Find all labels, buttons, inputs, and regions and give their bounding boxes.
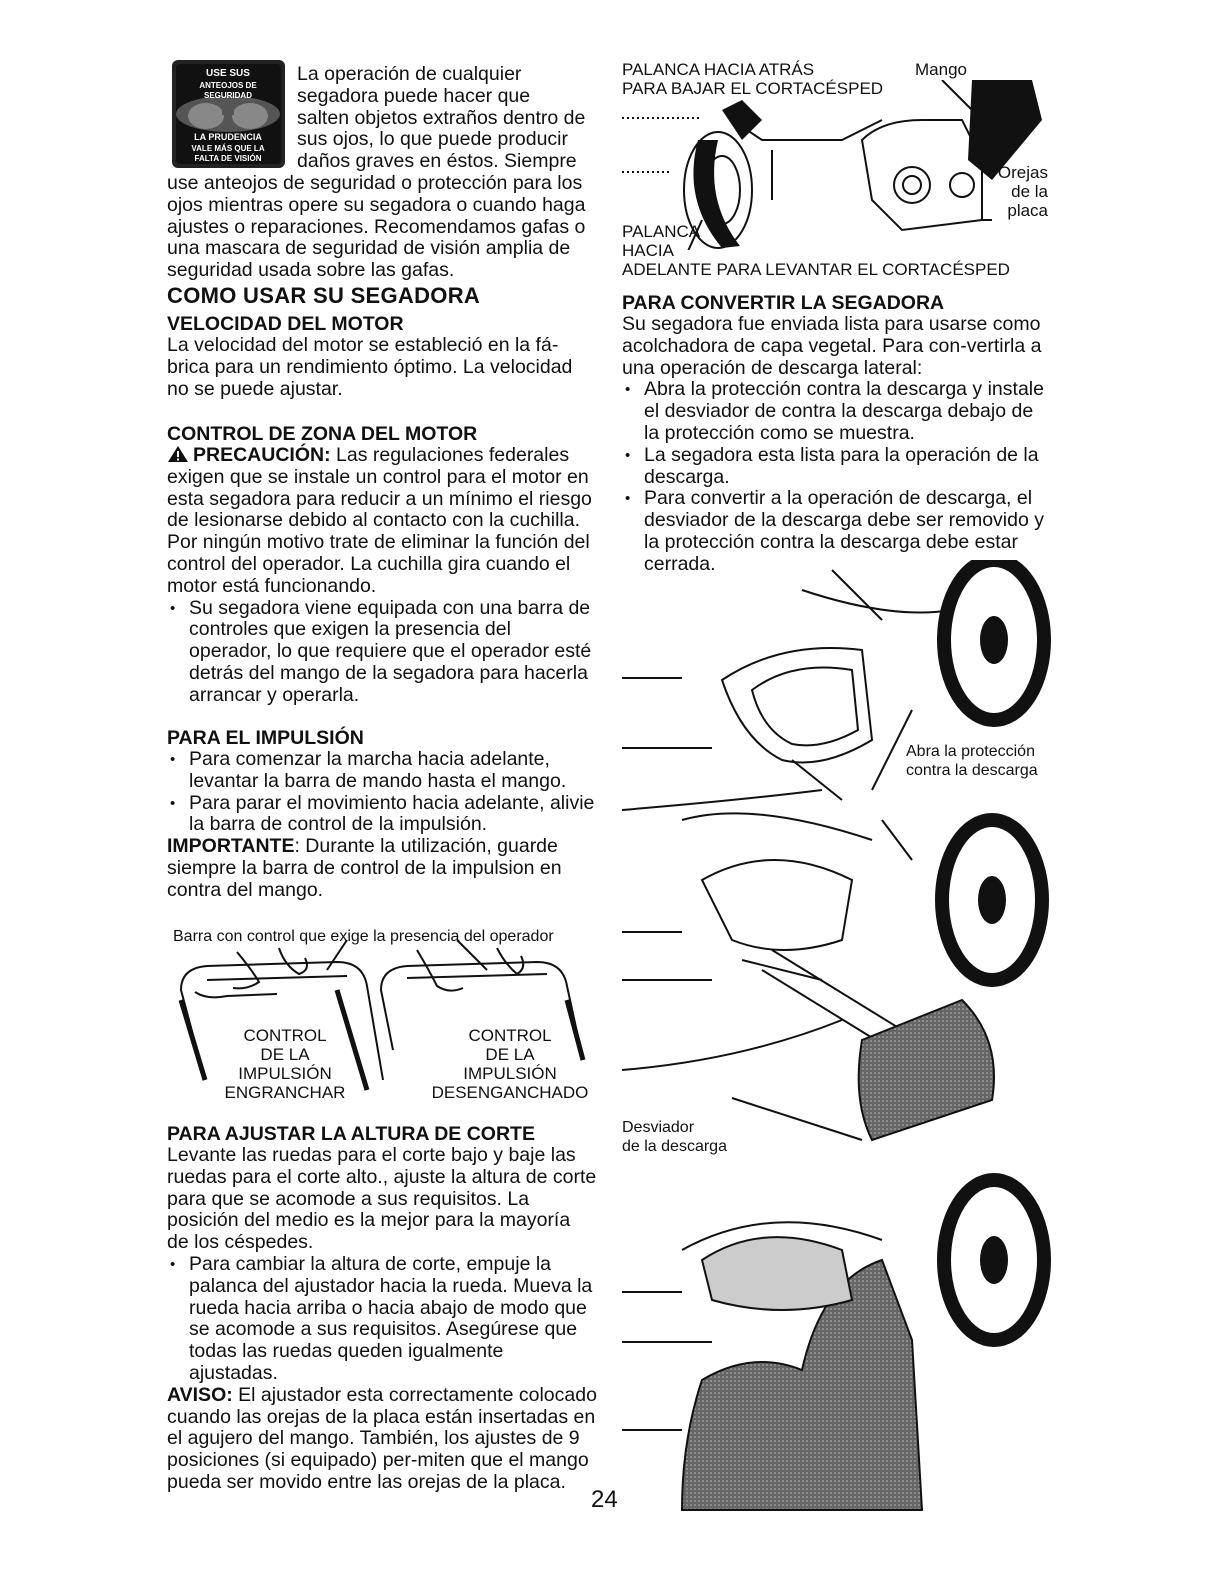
intro-paragraph: use anteojos de seguridad o protección para los ojos mientras opere su segadora o cuando haga ajustes o reparaciones. Recomendamos gafas o una mascara de seguridad de visión amplia de seguridad usada sobre las gafas. — [167, 172, 586, 282]
convertir-text: Su segadora fue enviada lista para usarse como acolchadora de capa vegetal. Para con-vertirla a una operación de descarga lateral: — [622, 313, 1042, 379]
mango-label: Mango — [915, 60, 967, 79]
aviso-label: AVISO: — [167, 1383, 233, 1406]
intro-line-2: segadora puede hacer que — [297, 84, 531, 107]
list-item: • Abra la protección contra la descarga y instale el desviador de contra la descarga debajo de la protección como se muestra. — [622, 379, 1052, 444]
label-line: Orejas — [997, 163, 1048, 182]
impulsion-heading: PARA EL IMPULSIÓN — [167, 727, 364, 749]
label-line: Abra la protección — [906, 743, 1035, 760]
label-line: IMPULSIÓN — [463, 1064, 557, 1083]
control-left-label — [205, 1026, 365, 1102]
precaucion-block — [167, 445, 597, 707]
lever-bottom-label — [622, 222, 1010, 279]
label-line: DESENGANCHADO — [431, 1083, 589, 1102]
badge-line-4: LA PRUDENCIA — [194, 132, 262, 142]
intro-line-3: salten objetos extraños dentro de — [297, 106, 586, 129]
impulsion-bullets — [167, 749, 597, 836]
altura-text: Levante las ruedas para el corte bajo y baje las ruedas para el corte alto., ajuste la altura de corte para que se acomode a sus requisitos. La posición del medio es la mejor para la mayoría de los céspedes. — [167, 1144, 597, 1254]
badge-line-3: SEGURIDAD — [203, 91, 253, 100]
orejas-label — [994, 163, 1048, 220]
safety-glasses-badge — [172, 60, 285, 168]
precaucion-label: PRECAUCIÓN: — [193, 444, 331, 466]
badge-line-5: VALE MÁS QUE LA — [191, 144, 265, 153]
convertir-bullets — [622, 379, 1052, 575]
altura-bullets — [167, 1254, 597, 1385]
intro-top-lines — [297, 64, 597, 173]
impulsion-block — [167, 749, 597, 902]
label-line: contra la descarga — [906, 762, 1038, 779]
label-line: ENGRANCHAR — [224, 1083, 346, 1102]
convertir-block — [622, 314, 1052, 576]
list-item: • Su segadora viene equipada con una barra de controles que exigen la presencia del operador, lo que requiere que el operador esté detrás del mango de la segadora para hacerla arrancar y operarla. — [167, 598, 597, 707]
label-line: Desviador — [622, 1119, 695, 1136]
precaucion-text: Las regulaciones federales exigen que se instale un control para el motor en esta segadora para reducir a un mínimo el riesgo de lesionarse debido al contacto con la cuchilla. Por ningún motivo trate de eliminar la función del control del operador. La cuchilla gira cuando el motor está funcionando. — [167, 444, 592, 597]
intro-line-5: daños graves en éstos. Siempre — [297, 150, 577, 173]
page-number: 24 — [591, 1486, 618, 1513]
control-figure-caption: Barra con control que exige la presencia del operador — [173, 928, 554, 945]
label-line: CONTROL — [468, 1026, 552, 1045]
altura-block — [167, 1145, 597, 1494]
label-line: PALANCA HACIA ATRÁS — [622, 60, 815, 79]
label-line: PALANCA — [622, 222, 701, 241]
badge-line-6: FALTA DE VISIÓN — [194, 154, 262, 163]
control-right-label — [425, 1026, 595, 1102]
label-line: HACIA — [622, 241, 674, 260]
control-zona-bullets — [167, 598, 597, 707]
label-line: de la — [1011, 182, 1048, 201]
label-line: CONTROL — [243, 1026, 327, 1045]
deflector-label — [622, 1118, 727, 1156]
label-line: placa — [1007, 201, 1048, 220]
open-guard-label — [906, 742, 1038, 780]
list-item: • Para cambiar la altura de corte, empuje la palanca del ajustador hacia la rueda. Mueva la rueda hacia arriba o hacia abajo de modo que se acomode a sus requisitos. Asegúrese que todas las ruedas queden igualmente ajustadas. — [167, 1254, 597, 1385]
label-line: IMPULSIÓN — [238, 1064, 332, 1083]
discharge-conversion-illustration — [622, 560, 1052, 1520]
badge-line-2: ANTEOJOS DE — [199, 81, 257, 90]
velocidad-heading: VELOCIDAD DEL MOTOR — [167, 313, 404, 335]
como-usar-heading: COMO USAR SU SEGADORA — [167, 283, 481, 308]
label-line: ADELANTE PARA LEVANTAR EL CORTACÉSPED — [622, 260, 1010, 279]
intro-line-4: sus ojos, lo que puede producir — [297, 128, 569, 151]
list-item: • Para parar el movimiento hacia adelante, alivie la barra de control de la impulsión. — [167, 793, 597, 837]
intro-line-1: La operación de cualquier — [297, 63, 522, 85]
altura-heading: PARA AJUSTAR LA ALTURA DE CORTE — [167, 1123, 535, 1145]
label-line: de la descarga — [622, 1138, 727, 1155]
velocidad-text: La velocidad del motor se estableció en la fá-brica para un rendimiento óptimo. La velocidad no se puede ajustar. — [167, 334, 573, 400]
label-line: DE LA — [260, 1045, 310, 1064]
list-item: • Para convertir a la operación de descarga, el desviador de la descarga debe ser removido y la protección contra la descarga debe estar cerrada. — [622, 488, 1052, 575]
aviso-text: El ajustador esta correctamente colocado cuando las orejas de la placa están insertadas en el agujero del mango. También, los ajustes de 9 posiciones (si equipado) per-miten que el mango pueda ser movido entre las orejas de la placa. — [167, 1383, 597, 1493]
warning-triangle-icon — [167, 445, 189, 463]
control-zona-heading: CONTROL DE ZONA DEL MOTOR — [167, 423, 478, 445]
importante-text: : Durante la utilización, guarde siempre la barra de control de la impulsion en contra del mango. — [167, 835, 562, 901]
badge-line-1: USE SUS — [206, 68, 250, 79]
list-item: • Para comenzar la marcha hacia adelante, levantar la barra de mando hasta el mango. — [167, 749, 597, 793]
label-line: DE LA — [485, 1045, 535, 1064]
list-item: • La segadora esta lista para la operación de la descarga. — [622, 445, 1052, 489]
convertir-heading: PARA CONVERTIR LA SEGADORA — [622, 292, 945, 314]
importante-label: IMPORTANTE — [167, 835, 295, 858]
label-line: PARA BAJAR EL CORTACÉSPED — [622, 79, 884, 98]
